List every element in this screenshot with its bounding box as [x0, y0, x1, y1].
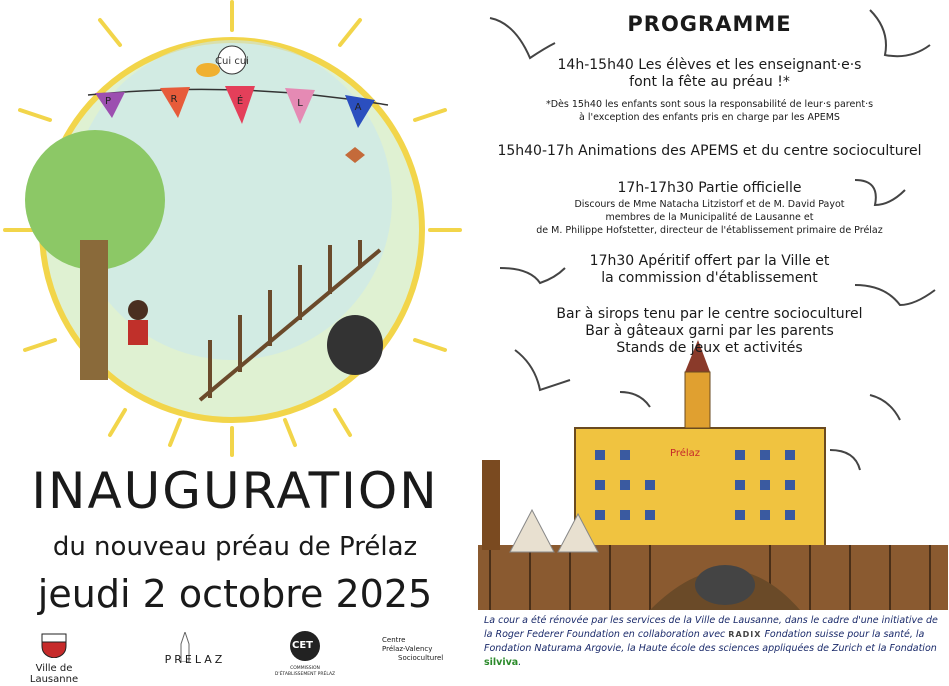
- poster-left: [0, 0, 470, 686]
- tunnel-icon: [695, 565, 755, 605]
- logo-prelaz: PRELAZ: [140, 632, 230, 666]
- radix-logo: RADIX: [728, 630, 762, 639]
- programme-note-1: *Dès 15h40 les enfants sont sous la responsabilité de leur·s parent·s à l'exception des enfants pris en charge par les APEMS: [545, 99, 874, 123]
- logo-cet: CET COMMISSION D'ÉTABLISSEMENT PRÉLAZ: [270, 630, 340, 678]
- child-figure: [128, 320, 148, 345]
- tree-trunk: [482, 460, 500, 550]
- bunting-letter: R: [170, 94, 178, 105]
- bird-speech: Cui cui: [215, 56, 249, 67]
- footer-credits: La cour a été rénovée par les services de la Ville de Lausanne, dans le cadre d'une initiative de la Roger Federer Foundation en collaboration avec RADIX Fondation suisse pour la santé, la Fondation Naturama Argovie, la Haute école des sciences appliquées de Zurich et la Fondation silviva.: [484, 615, 938, 668]
- programme-note-3: Discours de Mme Natacha Litzistorf et de M. David Payot membres de la Municipalité de Lausanne et de M. Philippe Hofstetter, directeur de l'établissement primaire de Prélaz: [536, 199, 883, 236]
- building-sign: Prélaz: [670, 448, 701, 459]
- logo-centre-socioculturel: Centre Prélaz-Valency Socioculturel: [382, 636, 444, 662]
- programme-heading: PROGRAMME: [627, 12, 792, 36]
- lausanne-crest-icon: [39, 632, 69, 658]
- silviva-logo: silviva: [484, 657, 519, 668]
- logo-lausanne: Ville de Lausanne: [14, 632, 94, 685]
- event-date: jeudi 2 octobre 2025: [37, 572, 433, 616]
- programme-item-4: 17h30 Apéritif offert par la Ville et la commission d'établissement: [589, 253, 830, 286]
- event-title: INAUGURATION: [31, 462, 439, 520]
- programme-item-3: 17h-17h30 Partie officielle: [617, 180, 802, 196]
- bunting-letter: L: [297, 98, 303, 109]
- bunting-letter: P: [104, 96, 112, 107]
- children-drawing: [0, 0, 470, 460]
- bunting-letter: É: [236, 96, 244, 107]
- event-subtitle: du nouveau préau de Prélaz: [52, 532, 418, 562]
- programme-item-5: Bar à sirops tenu par le centre socioculturel Bar à gâteaux garni par les parents Stands de jeux et activités: [556, 306, 863, 356]
- programme-item-2: 15h40-17h Animations des APEMS et du centre socioculturel: [497, 143, 922, 159]
- partner-logos: [0, 628, 470, 686]
- tunnel-icon: [327, 315, 383, 375]
- bunting-letter: A: [354, 102, 362, 113]
- programme-item-1: 14h-15h40 Les élèves et les enseignant·e·s font la fête au préau !*: [557, 57, 862, 90]
- programme-panel: [470, 0, 949, 686]
